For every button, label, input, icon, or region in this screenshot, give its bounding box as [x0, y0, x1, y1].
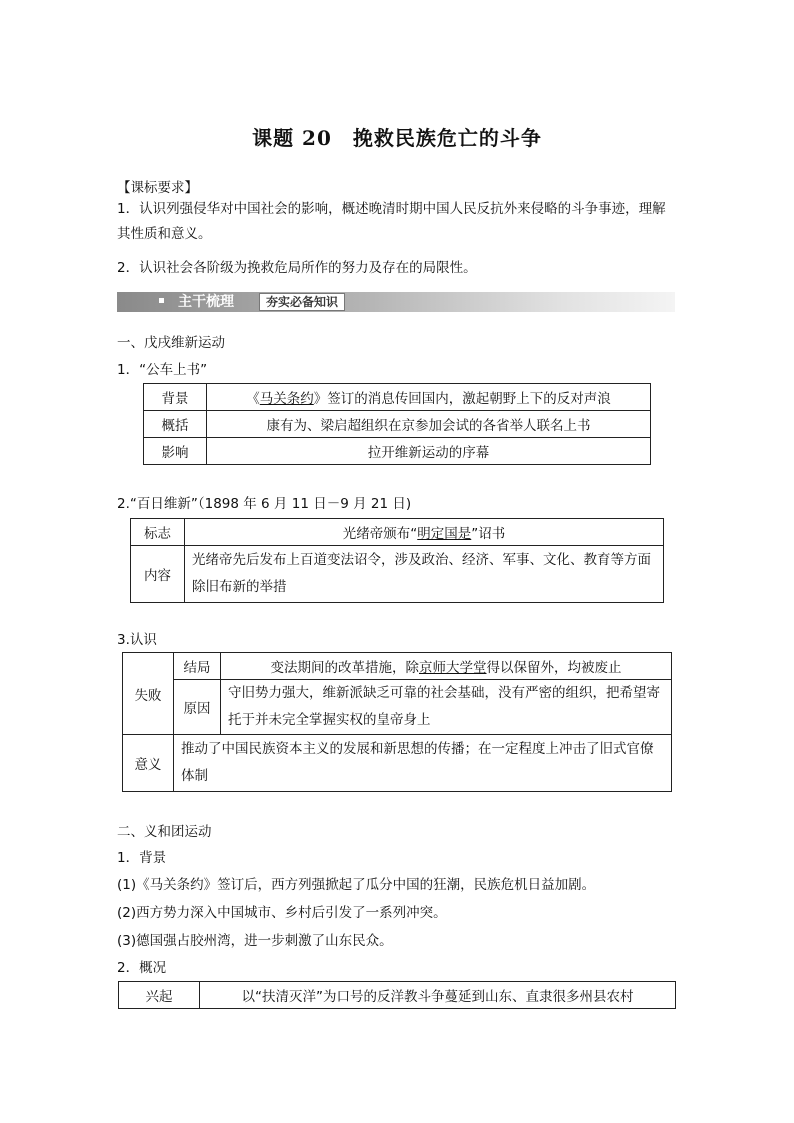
list-item: (2)西方势力深入中国城市、乡村后引发了一系列冲突。 — [117, 905, 447, 921]
table-row — [144, 411, 651, 438]
section1-sub3-heading: 3.认识 — [117, 632, 157, 648]
row-label: 兴起 — [119, 982, 200, 1009]
hundred-days-table — [130, 518, 664, 603]
underlined-term: 明定国是 — [417, 526, 472, 542]
table-row — [144, 438, 651, 465]
meaning-value: 推动了中国民族资本主义的发展和新思想的传播；在一定程度上冲击了旧式官僚体制 — [174, 735, 672, 792]
value-text: 得以保留外，均被废止 — [486, 660, 622, 676]
value-text: 光绪帝颁布“ — [342, 526, 418, 542]
section-banner — [117, 292, 675, 312]
overview-table — [118, 981, 676, 1009]
banner-sub-label: 夯实必备知识 — [259, 293, 345, 311]
fail-label: 失败 — [123, 653, 174, 735]
value-text: 》签订的消息传回国内，激起朝野上下的反对声浪 — [313, 391, 611, 407]
row-label: 标志 — [131, 519, 185, 546]
banner-main-label: 主干梳理 — [178, 294, 234, 310]
standards-heading: 【课标要求】 — [117, 180, 198, 196]
row-value: 康有为、梁启超组织在京参加会试的各省举人联名上书 — [207, 411, 651, 438]
table-row — [131, 519, 664, 546]
table-row — [131, 546, 664, 603]
underlined-term: 京师大学堂 — [419, 660, 487, 676]
list-item: (3)德国强占胶州湾，进一步刺激了山东民众。 — [117, 933, 393, 949]
reason-value: 守旧势力强大，维新派缺乏可靠的社会基础，没有严密的组织，把希望寄托于并未完全掌握实权的皇帝身上 — [221, 680, 672, 735]
gongche-table — [143, 383, 651, 465]
section2-sub1-heading: 1．背景 — [117, 850, 167, 866]
meaning-label: 意义 — [123, 735, 174, 792]
row-label: 概括 — [144, 411, 207, 438]
row-value — [207, 384, 651, 411]
value-text: 变法期间的改革措施，除 — [270, 660, 419, 676]
table-row — [123, 680, 672, 735]
assessment-table — [122, 652, 672, 792]
value-text: ”诏书 — [471, 526, 506, 542]
section1-sub2-heading: 2.“百日维新”（1898 年 6 月 11 日－9 月 21 日) — [117, 496, 412, 512]
result-value — [221, 653, 672, 680]
standards-item-2: 2．认识社会各阶级为挽救危局所作的努力及存在的局限性。 — [117, 260, 477, 276]
row-value: 光绪帝先后发布上百道变法诏令，涉及政治、经济、军事、文化、教育等方面除旧布新的举措 — [185, 546, 664, 603]
row-label: 背景 — [144, 384, 207, 411]
result-label: 结局 — [174, 653, 221, 680]
table-row — [144, 384, 651, 411]
banner-main — [159, 292, 234, 312]
row-label: 内容 — [131, 546, 185, 603]
section2-heading: 二、义和团运动 — [117, 824, 212, 840]
page-title: 课题 20 挽救民族危亡的斗争 — [252, 126, 542, 150]
row-value: 以“扶清灭洋”为口号的反洋教斗争蔓延到山东、直隶很多州县农村 — [200, 982, 676, 1009]
underlined-term: 马关条约 — [259, 391, 314, 407]
reason-label: 原因 — [174, 680, 221, 735]
row-value — [185, 519, 664, 546]
square-bullet-icon — [159, 298, 164, 303]
row-value: 拉开维新运动的序幕 — [207, 438, 651, 465]
section1-heading: 一、戊戌维新运动 — [117, 335, 225, 351]
table-row — [119, 982, 676, 1009]
section1-sub1-heading: 1．“公车上书” — [117, 362, 208, 378]
list-item: (1)《马关条约》签订后，西方列强掀起了瓜分中国的狂潮，民族危机日益加剧。 — [117, 877, 596, 893]
standards-item-1: 1．认识列强侵华对中国社会的影响，概述晚清时期中国人民反抗外来侵略的斗争事迹，理解其性质和意义。 — [117, 201, 666, 242]
table-row — [123, 735, 672, 792]
section2-sub2-heading: 2．概况 — [117, 960, 167, 976]
value-text: 《 — [246, 391, 260, 407]
table-row — [123, 653, 672, 680]
row-label: 影响 — [144, 438, 207, 465]
